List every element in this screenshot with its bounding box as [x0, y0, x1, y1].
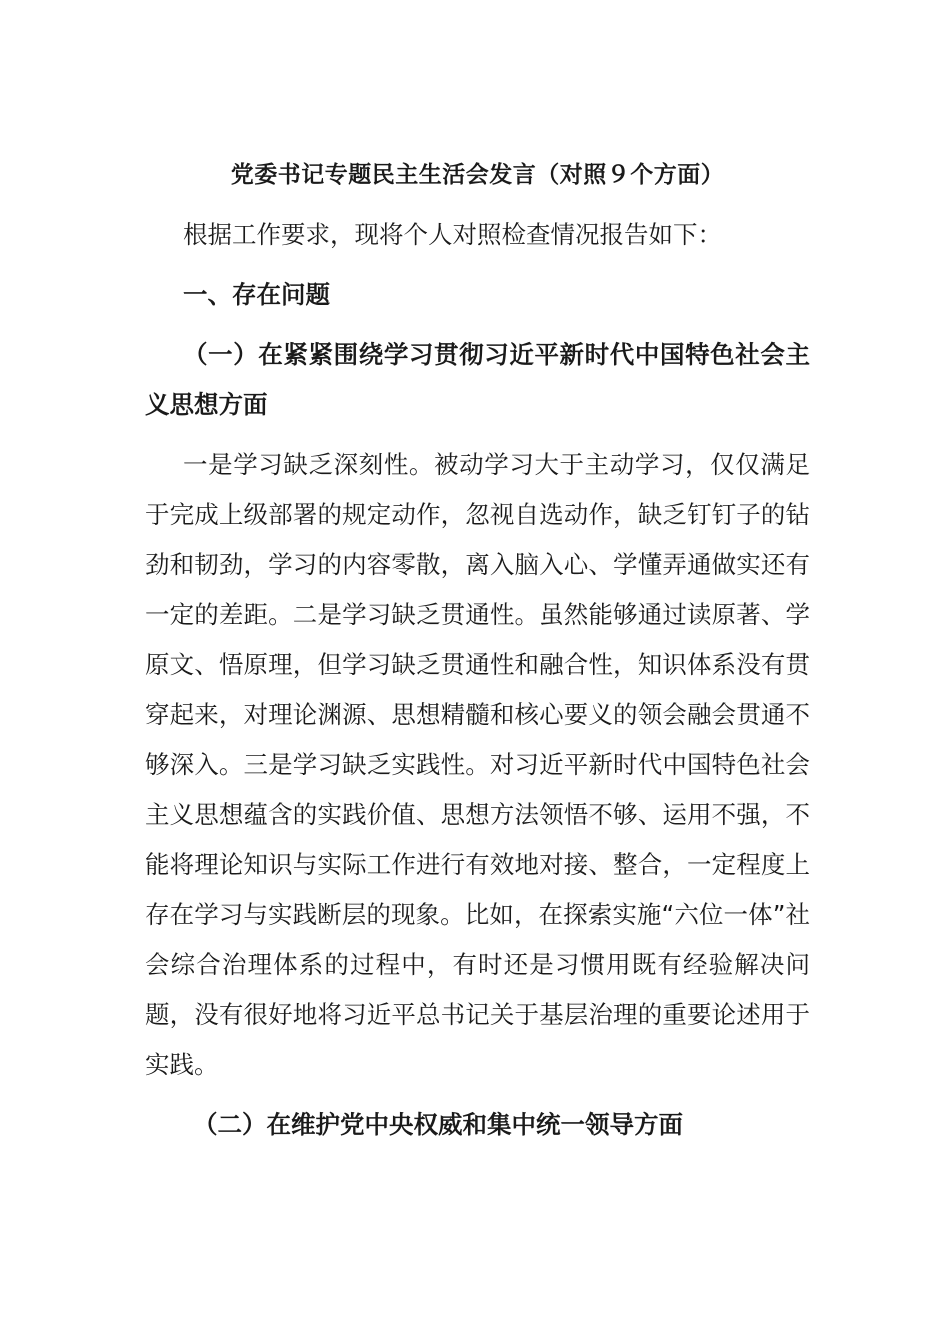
section-heading-problems: 一、存在问题: [183, 280, 330, 309]
subsection-1-body-paragraph: 一是学习缺乏深刻性。被动学习大于主动学习，仅仅满足于完成上级部署的规定动作，忽视自选动作，缺乏钉钉子的钻劲和韧劲，学习的内容零散，离入脑入心、学懂弄通做实还有一定的差距。二是学习缺乏贯通性。虽然能够通过读原著、学原文、悟原理，但学习缺乏贯通性和融合性，知识体系没有贯穿起来，对理论渊源、思想精髓和核心要义的领会融会贯通不够深入。三是学习缺乏实践性。对习近平新时代中国特色社会主义思想蕴含的实践价值、思想方法领悟不够、运用不强，不能将理论知识与实际工作进行有效地对接、整合，一定程度上存在学习与实践断层的现象。比如，在探索实施“六位一体”社会综合治理体系的过程中，有时还是习惯用既有经验解决问题，没有很好地将习近平总书记关于基层治理的重要论述用于实践。: [145, 450, 810, 1079]
subsection-heading-1: （一）在紧紧围绕学习贯彻习近平新时代中国特色社会主义思想方面: [145, 340, 810, 419]
document-page: [145, 150, 810, 1150]
subsection-heading-2: （二）在维护党中央权威和集中统一领导方面: [193, 1110, 683, 1139]
intro-paragraph: 根据工作要求，现将个人对照检查情况报告如下：: [183, 220, 722, 249]
document-title: 党委书记专题民主生活会发言（对照９个方面）: [230, 162, 725, 188]
